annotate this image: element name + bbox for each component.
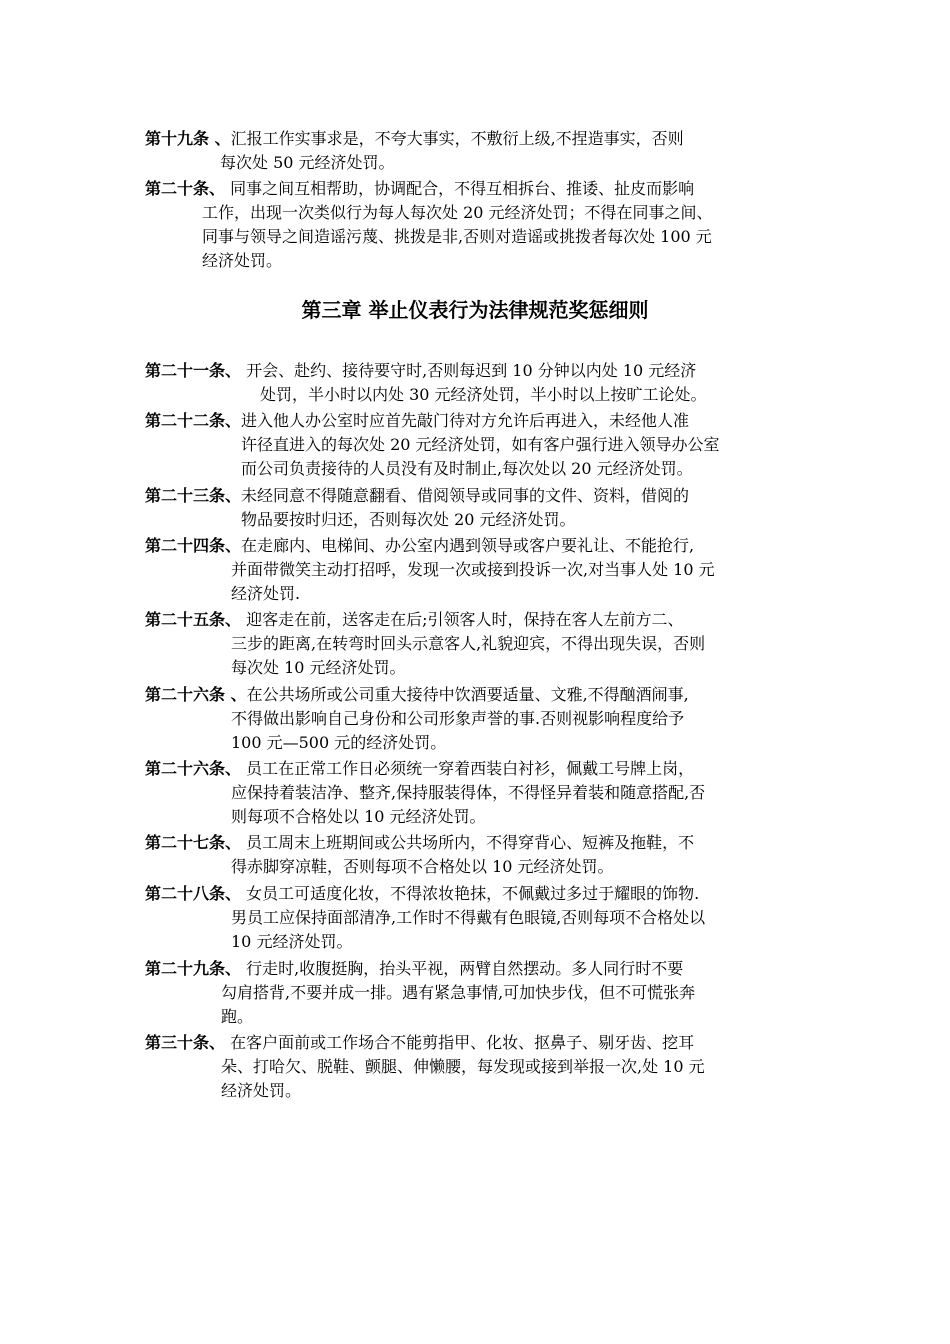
article-21-line-2: 处罚，半小时以内处 30 元经济处罚，半小时以上按旷工论处。 [260,385,707,404]
article-28-line-3: 10 元经济处罚。 [231,932,353,951]
article-29-line-3: 跑。 [221,1007,254,1026]
article-21-label: 第二十一条、 [145,361,242,380]
article-22-label: 第二十二条、 [145,411,242,430]
article-26b-line-3: 则每项不合格处以 10 元经济处罚。 [231,807,486,826]
article-26a-label: 第二十六条 、 [145,685,247,704]
article-19-label: 第十九条 、 [145,129,231,148]
article-20-line-4: 经济处罚。 [202,251,283,270]
article-29-line-2: 勾肩搭背,不要并成一排。遇有紧急事情,可加快步伐，但不可慌张奔 [221,983,696,1002]
article-20-line-3: 同事与领导之间造谣污蔑、挑拨是非,否则对造谣或挑拨者每次处 100 元 [202,227,712,246]
article-26b-line-1: 第二十六条、 员工在正常工作日必须统一穿着西装白衬衫，佩戴工号牌上岗， [145,759,695,778]
article-23-line-1: 第二十三条、未经同意不得随意翻看、借阅领导或同事的文件、资料，借阅的 [145,486,690,505]
article-19-line-1: 第十九条 、汇报工作实事求是，不夸大事实，不敷衍上级,不捏造事实，否则 [145,129,684,148]
article-23-label: 第二十三条、 [145,486,242,505]
article-24-line-2: 并面带微笑主动打招呼，发现一次或接到投诉一次,对当事人处 10 元 [231,560,715,579]
article-27-label: 第二十七条、 [145,833,242,852]
article-25-label: 第二十五条、 [145,610,242,629]
article-20-line-2: 工作，出现一次类似行为每人每次处 20 元经济处罚；不得在同事之间、 [202,203,713,222]
article-28-line-2: 男员工应保持面部清净,工作时不得戴有色眼镜,否则每项不合格处以 [231,908,706,927]
article-24-line-1: 第二十四条、在走廊内、电梯间、办公室内遇到领导或客户要礼让、不能抢行, [145,536,695,555]
article-30-line-3: 经济处罚。 [221,1081,302,1100]
article-28-line-1: 第二十八条、 女员工可适度化妆，不得浓妆艳抹，不佩戴过多过于耀眼的饰物. [145,884,700,903]
article-28-label: 第二十八条、 [145,884,242,903]
article-22-line-3: 而公司负责接待的人员没有及时制止,每次处以 20 元经济处罚。 [241,459,693,478]
article-24-line-3: 经济处罚. [231,584,301,603]
article-23-line-2: 物品要按时归还，否则每次处 20 元经济处罚。 [241,510,576,529]
article-30-line-2: 朵、打哈欠、脱鞋、颤腿、伸懒腰，每发现或接到举报一次,处 10 元 [221,1057,705,1076]
article-29-line-1: 第二十九条、 行走时,收腹挺胸，抬头平视，两臂自然摆动。多人同行时不要 [145,959,684,978]
article-27-line-2: 得赤脚穿凉鞋，否则每项不合格处以 10 元经济处罚。 [231,857,614,876]
article-21-line-1: 第二十一条、 开会、赴约、接待要守时,否则每迟到 10 分钟以内处 10 元经济 [145,361,697,380]
article-20-line-1: 第二十条、 同事之间互相帮助，协调配合，不得互相拆台、推诿、扯皮而影响 [145,179,695,198]
article-25-line-1: 第二十五条、 迎客走在前，送客走在后;引领客人时，保持在客人左前方二、 [145,610,684,629]
article-20-label: 第二十条、 [145,179,226,198]
article-22-line-2: 许径直进入的每次处 20 元经济处罚，如有客户强行进入领导办公室 [241,435,720,454]
chapter-title: 第三章 举止仪表行为法律规范奖惩细则 [301,298,649,322]
article-30-label: 第三十条、 [145,1033,226,1052]
article-26a-line-1: 第二十六条 、在公共场所或公司重大接待中饮酒要适量、文雅,不得酗酒闹事, [145,685,689,704]
article-19-line-2: 每次处 50 元经济处罚。 [220,153,395,172]
article-24-label: 第二十四条、 [145,536,242,555]
article-30-line-1: 第三十条、 在客户面前或工作场合不能剪指甲、化妆、抠鼻子、剔牙齿、挖耳 [145,1033,695,1052]
article-29-label: 第二十九条、 [145,959,242,978]
article-26a-line-3: 100 元—500 元的经济处罚。 [231,733,447,752]
article-25-line-3: 每次处 10 元经济处罚。 [231,658,406,677]
article-27-line-1: 第二十七条、 员工周末上班期间或公共场所内，不得穿背心、短裤及拖鞋，不 [145,833,695,852]
article-26a-line-2: 不得做出影响自己身份和公司形象声誉的事.否则视影响程度给予 [231,709,685,728]
article-25-line-2: 三步的距离,在转弯时回头示意客人,礼貌迎宾，不得出现失误，否则 [231,634,706,653]
article-26b-label: 第二十六条、 [145,759,242,778]
article-26b-line-2: 应保持着装洁净、整齐,保持服装得体，不得怪异着装和随意搭配,否 [231,783,706,802]
article-22-line-1: 第二十二条、进入他人办公室时应首先敲门待对方允许后再进入，未经他人准 [145,411,690,430]
